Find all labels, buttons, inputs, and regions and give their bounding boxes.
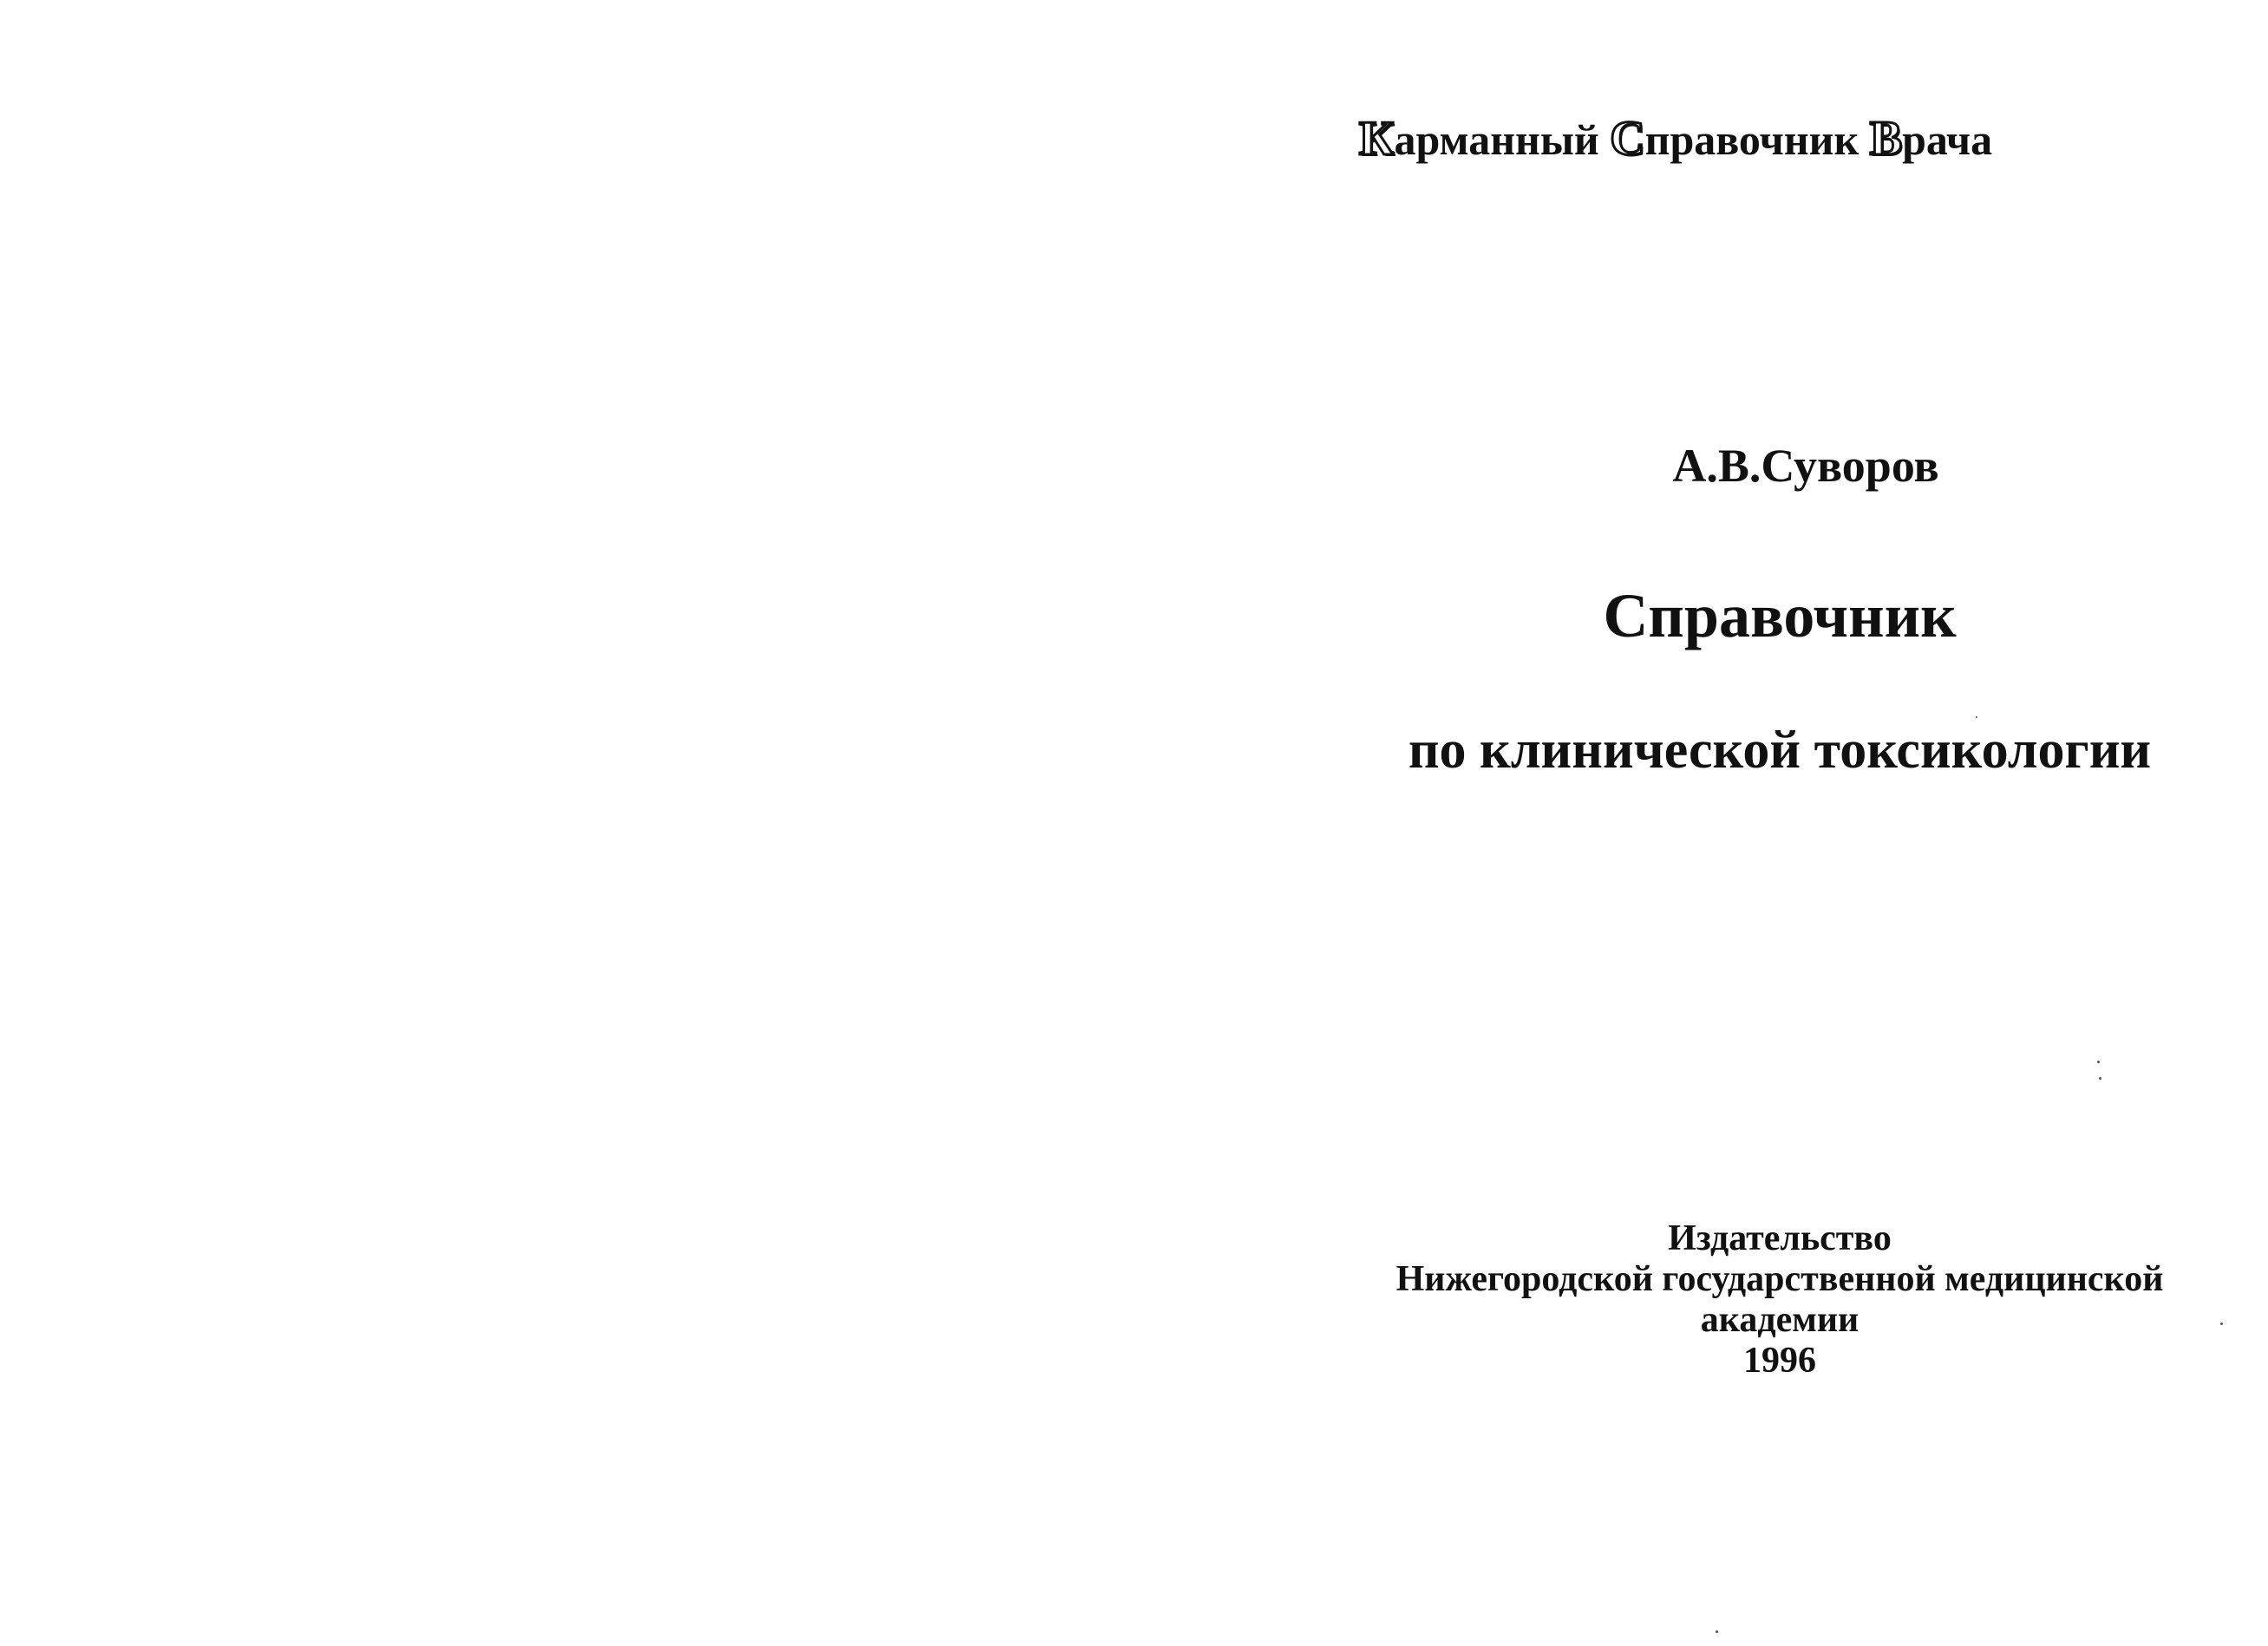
- imprint-publisher-label: Издательство: [1668, 1218, 1892, 1258]
- book-title: Справочник: [1603, 581, 1957, 650]
- imprint-year: 1996: [1743, 1341, 1816, 1381]
- imprint-institution: Нижегородской государственной медицинской: [1395, 1259, 2164, 1299]
- series-word-2: правочник: [1644, 115, 1859, 164]
- series-word-3: рача: [1902, 115, 1993, 164]
- title-page: [1214, 0, 2268, 1646]
- author-name: А.В.Суворов: [1672, 440, 1939, 492]
- scan-speck: [2099, 1077, 2101, 1080]
- series-initial-1: К: [1358, 112, 1395, 166]
- scan-speck: [2220, 1323, 2223, 1325]
- scan-speck: [1976, 716, 1977, 718]
- scan-speck: [1716, 1630, 1718, 1633]
- series-word-1: арманный: [1394, 115, 1599, 164]
- series-title: [1346, 111, 2005, 168]
- series-initial-3: В: [1869, 112, 1903, 166]
- imprint-institution-cont: академии: [1700, 1300, 1859, 1340]
- publisher-imprint: [1294, 1218, 2265, 1381]
- book-subtitle: по клинической токсикологии: [1408, 721, 2152, 780]
- scan-speck: [2097, 1061, 2100, 1063]
- series-initial-2: С: [1610, 112, 1645, 166]
